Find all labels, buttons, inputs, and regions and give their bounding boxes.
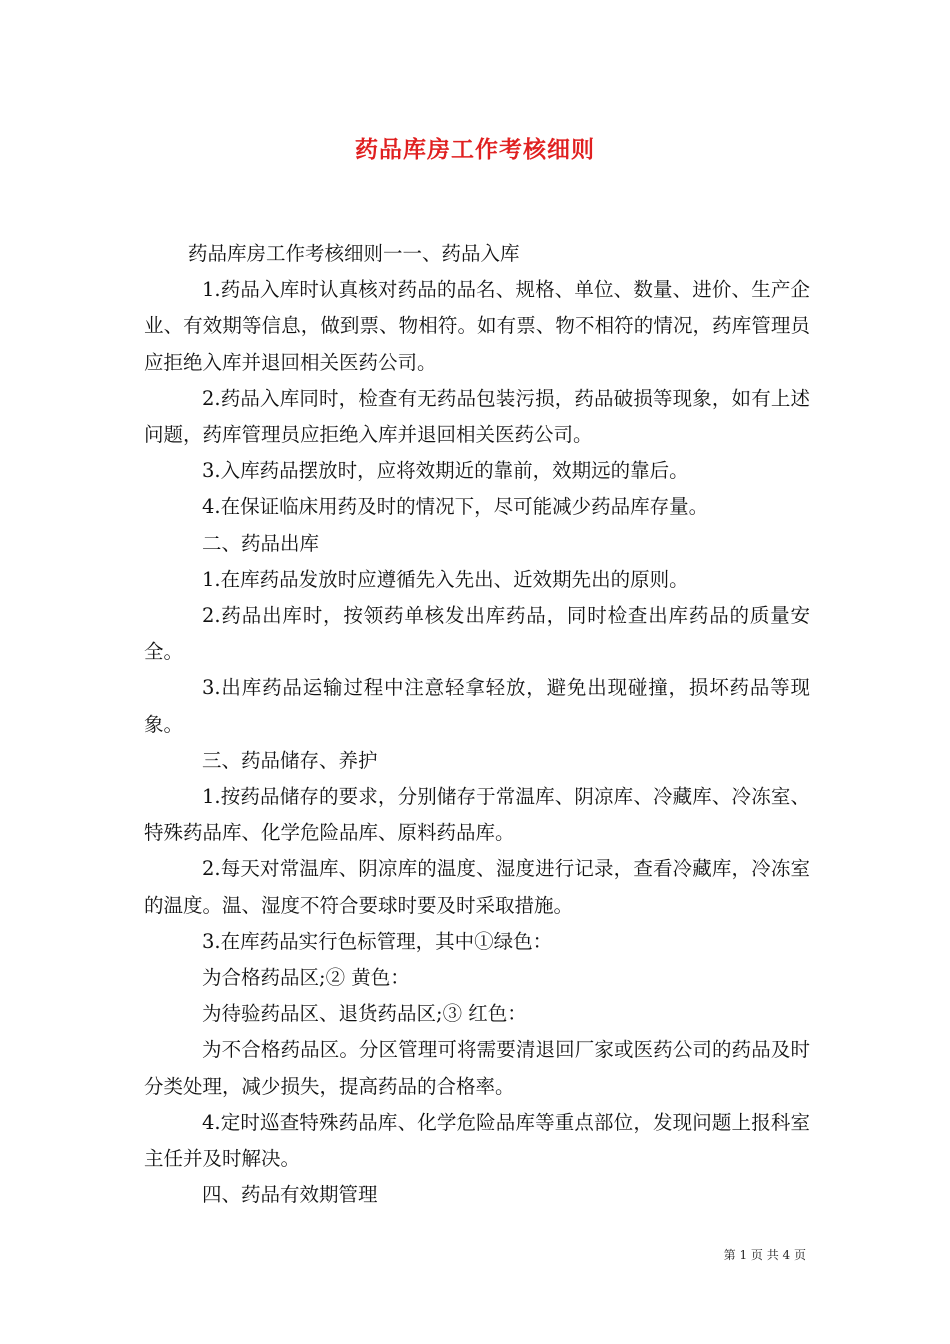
section-heading: 二、药品出库 xyxy=(202,531,320,555)
section-heading: 三、药品储存、养护 xyxy=(202,748,378,772)
document-title: 药品库房工作考核细则 xyxy=(355,136,595,163)
paragraph: 3.入库药品摆放时，应将效期近的靠前，效期远的靠后。 xyxy=(202,459,689,483)
paragraph: 1.在库药品发放时应遵循先入先出、近效期先出的原则。 xyxy=(202,567,689,591)
paragraph: 4.在保证临床用药及时的情况下，尽可能减少药品库存量。 xyxy=(202,495,709,519)
page-number: 第 1 页 共 4 页 xyxy=(723,1248,806,1262)
paragraph: 为合格药品区;② 黄色： xyxy=(202,966,410,990)
paragraph: 1.按药品储存的要求，分别储存于常温库、阴凉库、冷藏库、冷冻室、特殊药品库、化学危险品库、原料药品库。 xyxy=(144,785,810,845)
document-body xyxy=(144,236,810,1213)
paragraph: 2.药品出库时，按领药单核发出库药品，同时检查出库药品的质量安全。 xyxy=(144,604,810,664)
paragraph: 4.定时巡查特殊药品库、化学危险品库等重点部位，发现问题上报科室主任并及时解决。 xyxy=(144,1110,810,1171)
section-heading: 四、药品有效期管理 xyxy=(202,1183,378,1207)
paragraph: 3.出库药品运输过程中注意轻拿轻放，避免出现碰撞，损坏药品等现象。 xyxy=(144,676,810,736)
paragraph: 1.药品入库时认真核对药品的品名、规格、单位、数量、进价、生产企业、有效期等信息，做到票、物相符。如有票、物不相符的情况，药库管理员应拒绝入库并退回相关医药公司。 xyxy=(144,278,810,374)
paragraph: 2.每天对常温库、阴凉库的温度、湿度进行记录，查看冷藏库，冷冻室的温度。温、湿度不符合要球时要及时采取措施。 xyxy=(144,857,810,917)
paragraph: 2.药品入库同时，检查有无药品包装污损，药品破损等现象，如有上述问题，药库管理员应拒绝入库并退回相关医药公司。 xyxy=(144,386,810,447)
paragraph: 为不合格药品区。分区管理可将需要清退回厂家或医药公司的药品及时分类处理，减少损失，提高药品的合格率。 xyxy=(144,1038,810,1098)
paragraph: 药品库房工作考核细则一一、药品入库 xyxy=(188,242,520,265)
paragraph: 3.在库药品实行色标管理，其中①绿色： xyxy=(202,929,553,953)
paragraph: 为待验药品区、退货药品区;③ 红色： xyxy=(202,1002,527,1026)
